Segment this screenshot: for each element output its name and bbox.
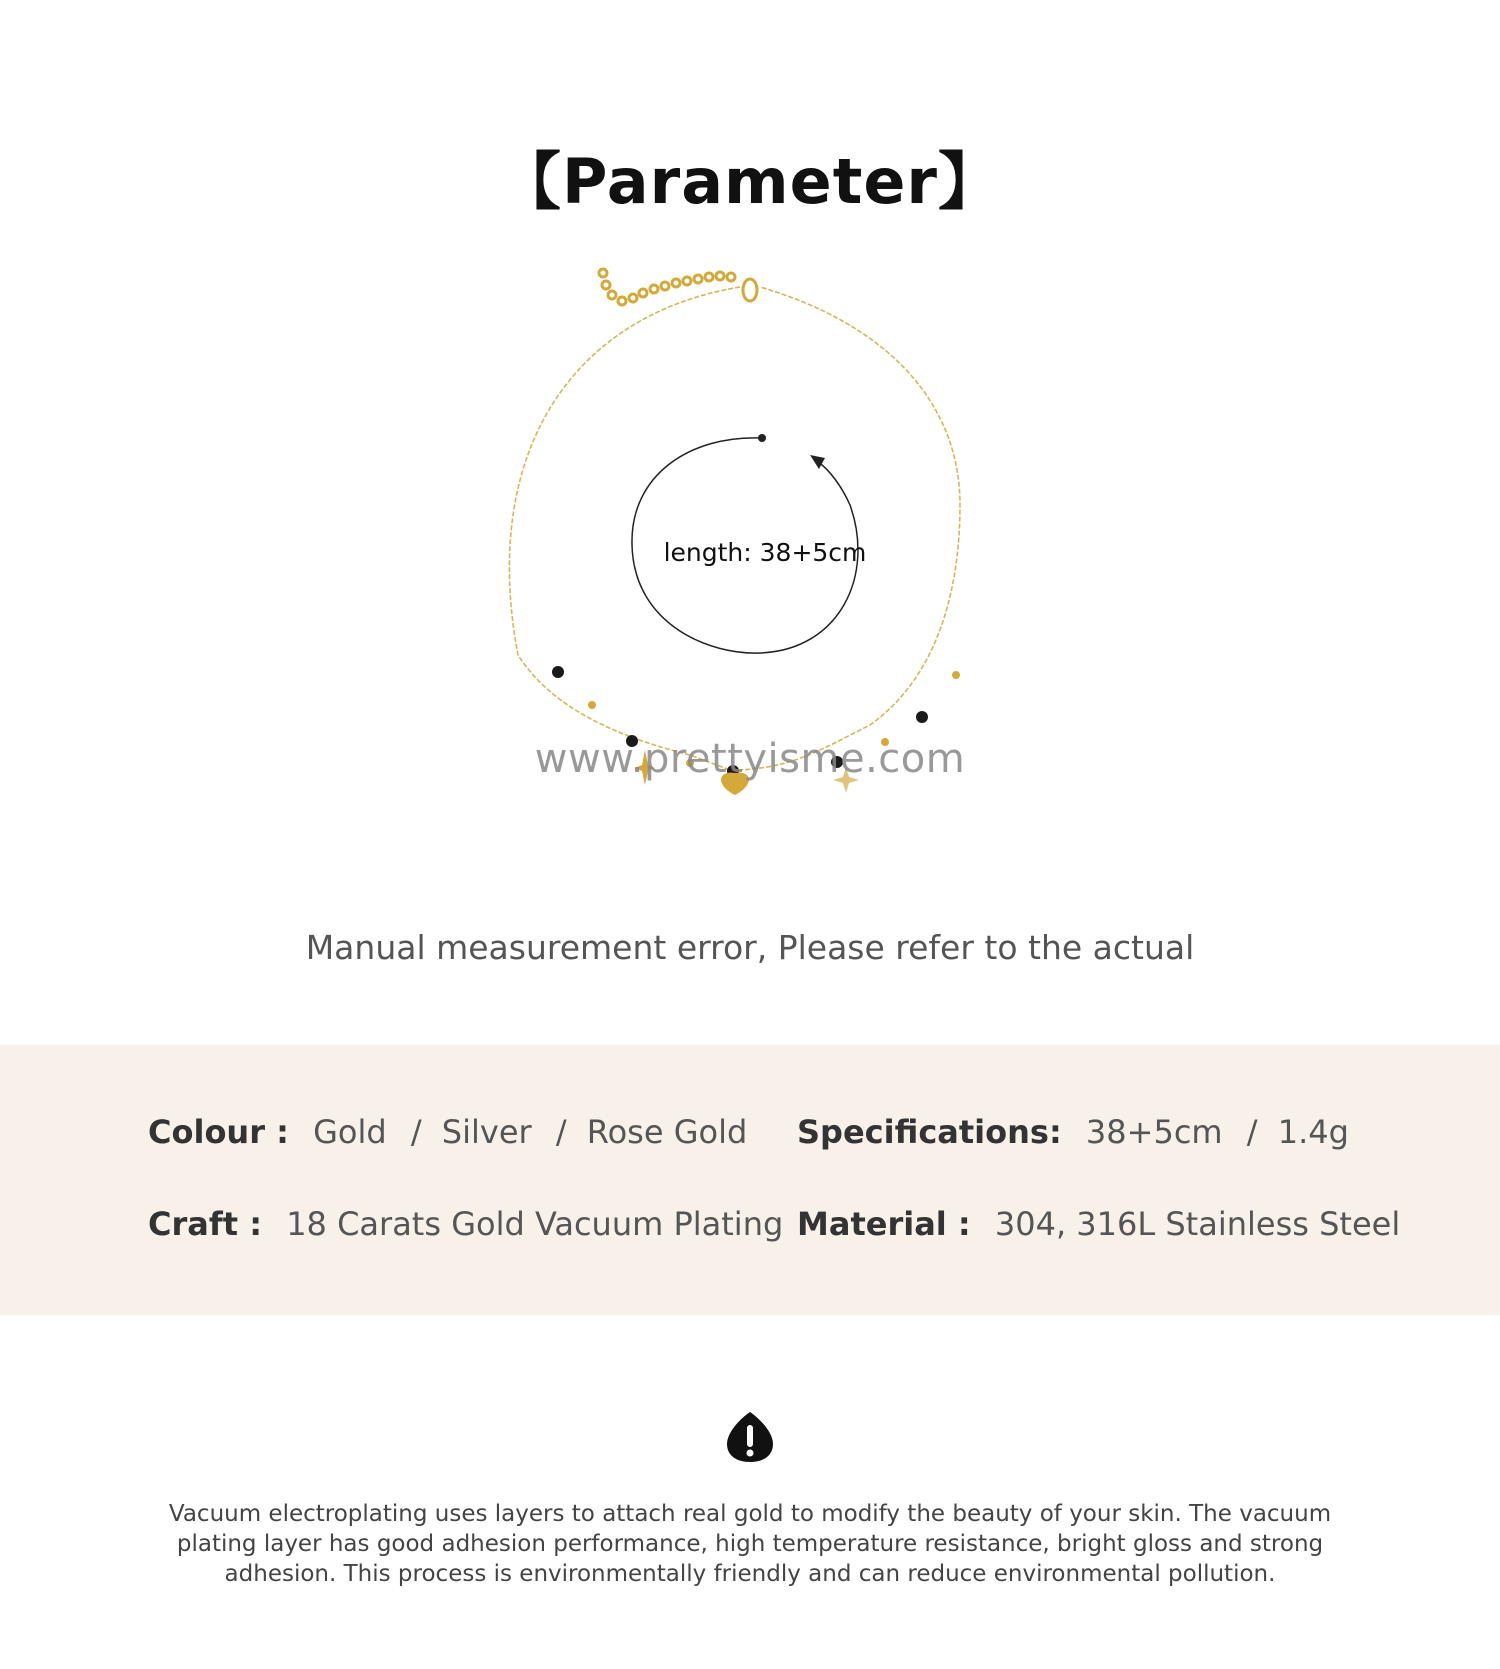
spec-colour-value: Gold [313,1113,387,1151]
chain [509,287,960,770]
page-title: 【Parameter】 [499,145,1001,218]
spec-specifications-value: 1.4g [1277,1113,1349,1151]
exclamation-icon [725,1410,775,1464]
spec-material-key: Material : [797,1205,971,1243]
lobster-clasp [743,279,757,301]
spec-material-value: 304, 316L Stainless Steel [994,1205,1401,1243]
measure-start-dot [758,434,766,442]
spec-separator: / [410,1113,422,1151]
spec-colour-value: Rose Gold [586,1113,748,1151]
spec-material [797,1205,1400,1243]
measurement-note: Manual measurement error, Please refer to the actual [305,928,1195,967]
length-label: length: 38+5cm [663,538,867,567]
spec-separator: / [1246,1113,1258,1151]
spec-colour-key: Colour : [148,1113,289,1151]
spec-colour [148,1113,747,1151]
spec-craft [148,1205,783,1243]
spec-specifications [797,1113,1349,1151]
spec-separator: / [555,1113,567,1151]
spec-specifications-value: 38+5cm [1085,1113,1223,1151]
spec-craft-value: 18 Carats Gold Vacuum Plating [286,1205,784,1243]
spec-specifications-key: Specifications: [797,1113,1062,1151]
spec-craft-key: Craft : [148,1205,263,1243]
measure-arrow-icon [810,455,825,469]
extender-chain [599,269,735,305]
spec-panel [0,1045,1500,1315]
spec-colour-value: Silver [441,1113,532,1151]
watermark: www.prettyisme.com [534,736,966,782]
plating-description: Vacuum electroplating uses layers to attach real gold to modify the beauty of your skin. The vacuum plating layer has good adhesion performance, high temperature resistance, bright gloss and strong adhesion. This process is environmentally friendly and can reduce environmental pollution. [168,1501,1332,1587]
